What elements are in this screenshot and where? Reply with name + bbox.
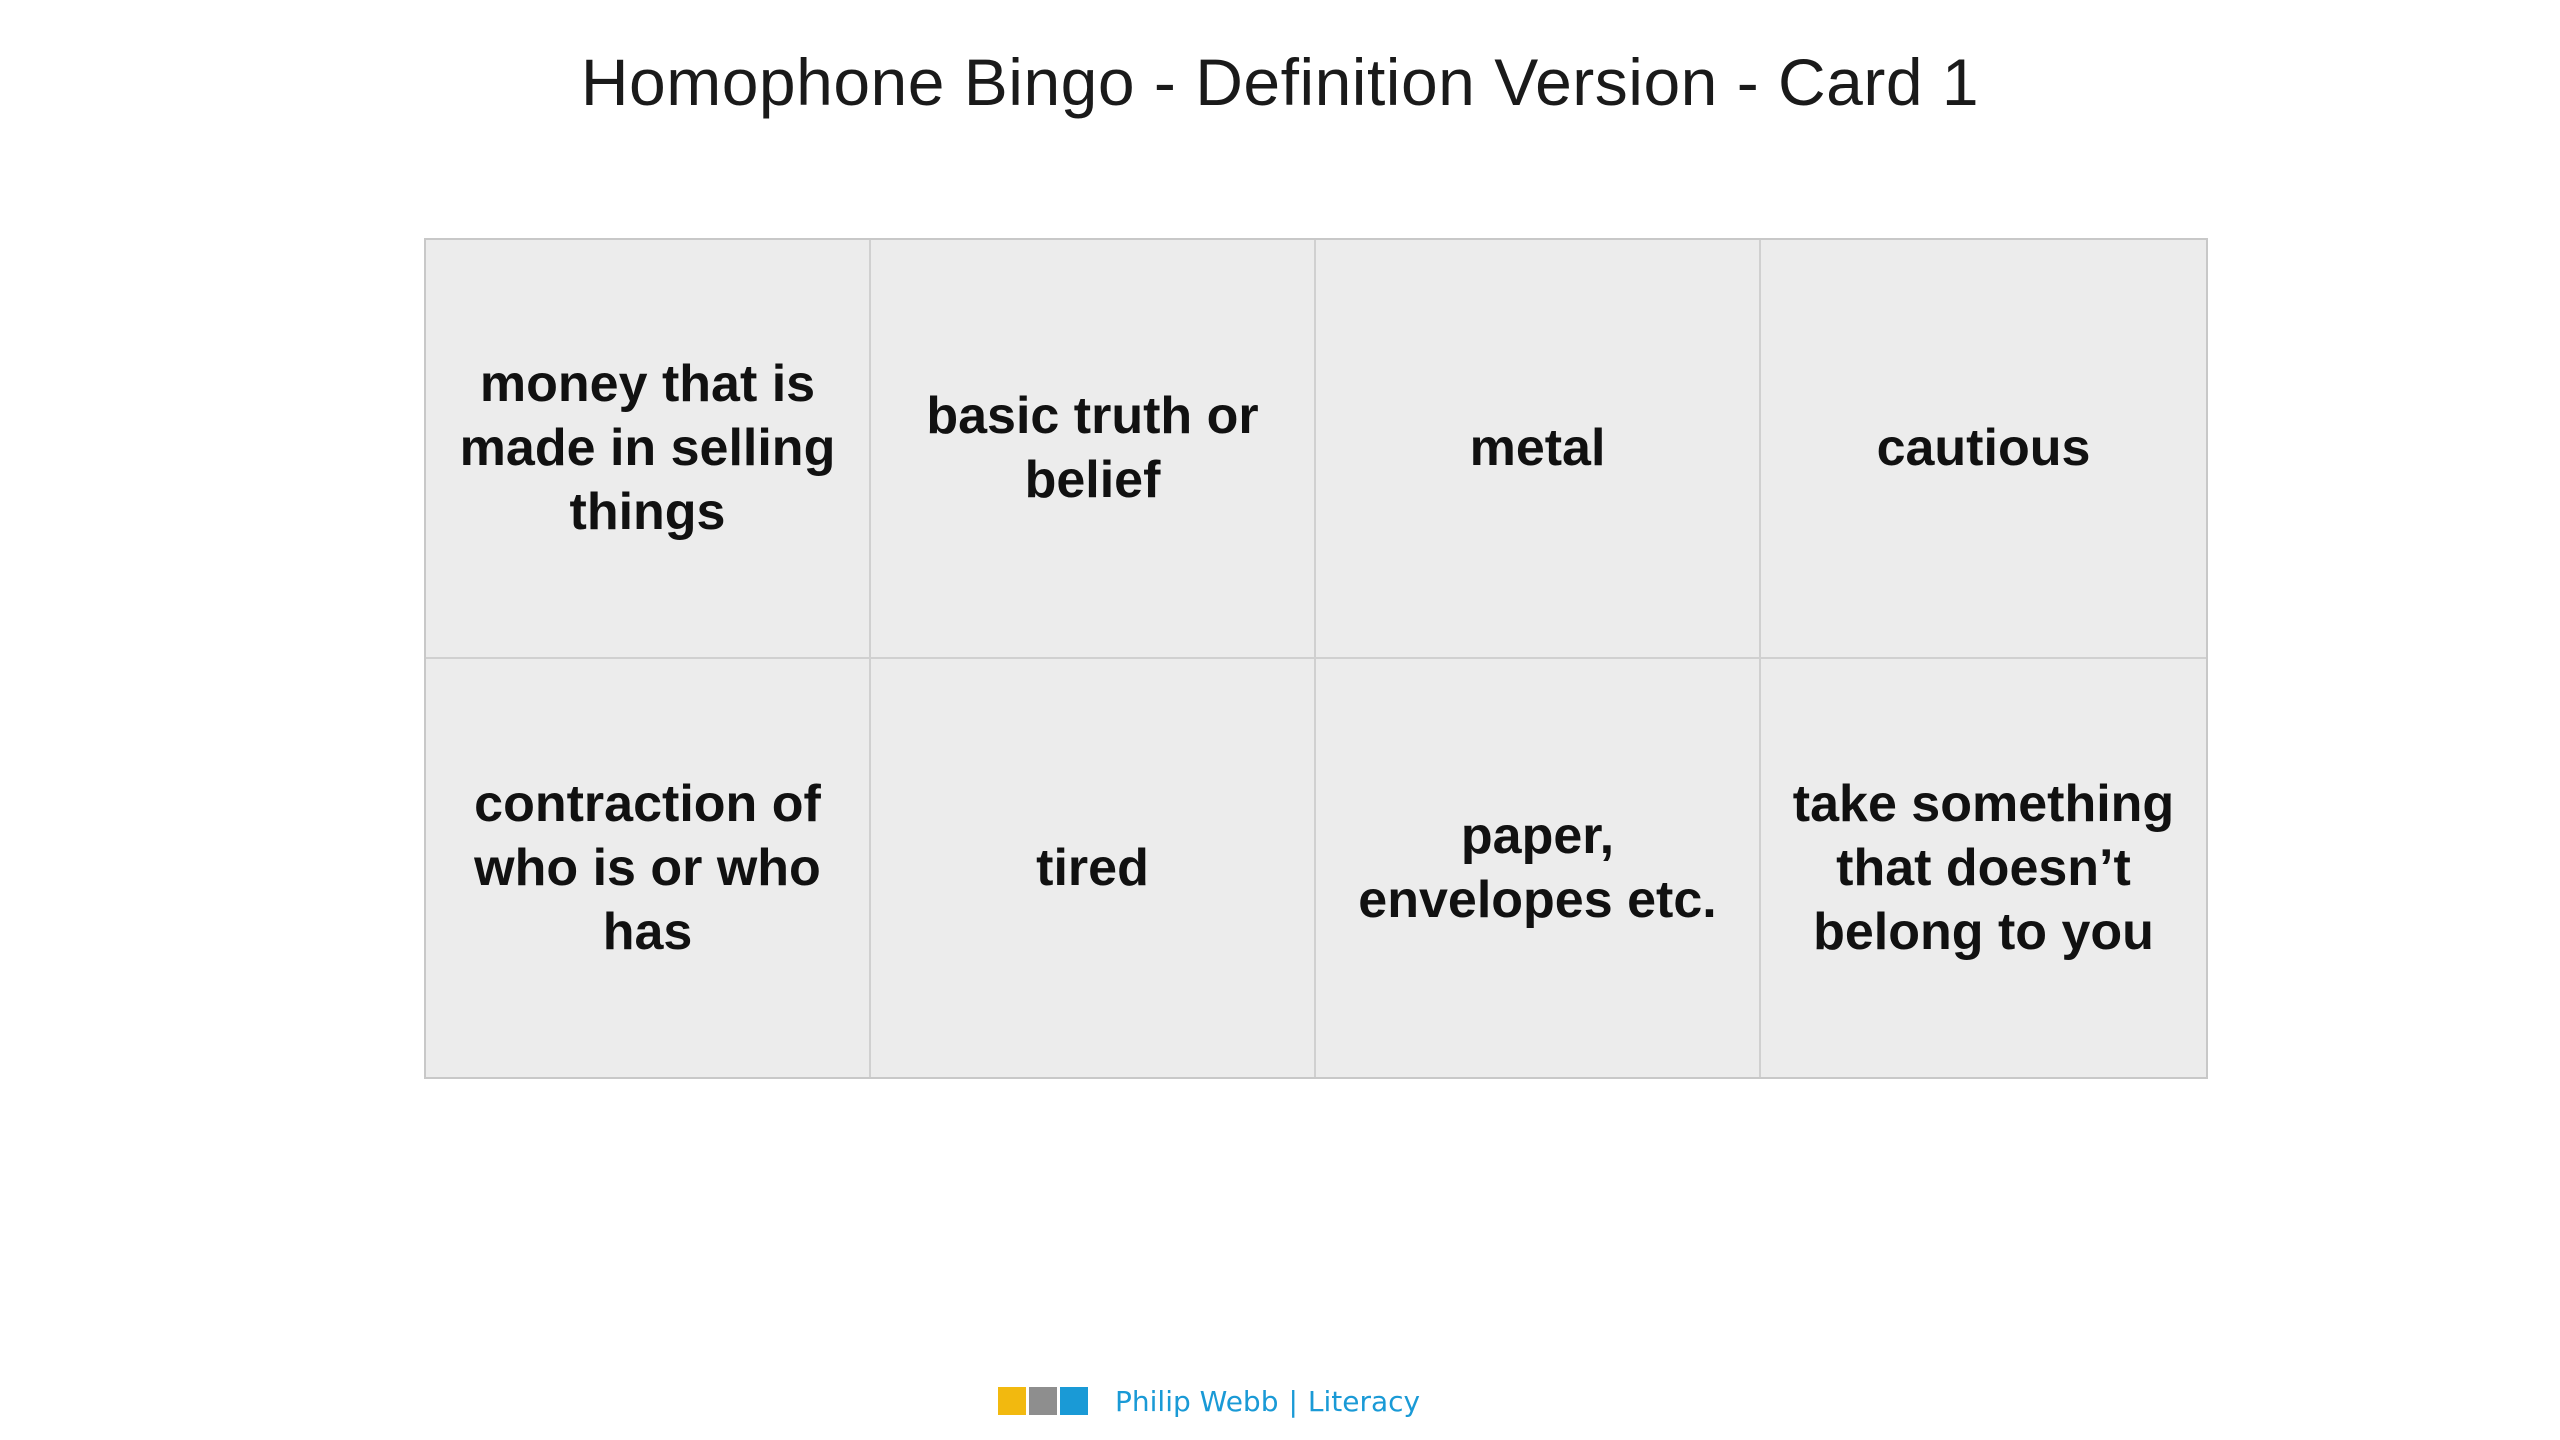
bingo-cell-5[interactable] <box>426 659 871 1078</box>
bingo-cell-text: contraction of who is or who has <box>474 774 821 961</box>
bingo-cell-text: basic truth or belief <box>926 387 1259 510</box>
bingo-cell-text: take something that doesn’t belong to you <box>1792 774 2175 961</box>
footer-separator: | <box>1288 1384 1298 1418</box>
footer-branding <box>998 1384 1420 1418</box>
bingo-cell-text: cautious <box>1876 419 2091 478</box>
footer-text <box>1115 1385 1420 1418</box>
bingo-cell-text: paper, envelopes etc. <box>1358 806 1717 929</box>
page-title: Homophone Bingo - Definition Version - Card 1 <box>580 45 1980 119</box>
bingo-cell-text: metal <box>1469 419 1606 478</box>
bingo-cell-text: tired <box>1036 838 1149 897</box>
bingo-card-grid <box>424 238 2208 1079</box>
bingo-cell-8[interactable] <box>1761 659 2206 1078</box>
bingo-cell-3[interactable] <box>1316 240 1761 659</box>
logo-square-gray <box>1029 1387 1057 1415</box>
bingo-cell-6[interactable] <box>871 659 1316 1078</box>
bingo-cell-text: money that is made in selling things <box>459 355 836 542</box>
bingo-cell-2[interactable] <box>871 240 1316 659</box>
bingo-cell-4[interactable] <box>1761 240 2206 659</box>
bingo-cell-1[interactable] <box>426 240 871 659</box>
bingo-cell-7[interactable] <box>1316 659 1761 1078</box>
author-name: Philip Webb <box>1115 1384 1279 1418</box>
subject-name: Literacy <box>1307 1384 1421 1418</box>
logo-square-blue <box>1060 1387 1088 1415</box>
logo-square-yellow <box>998 1387 1026 1415</box>
